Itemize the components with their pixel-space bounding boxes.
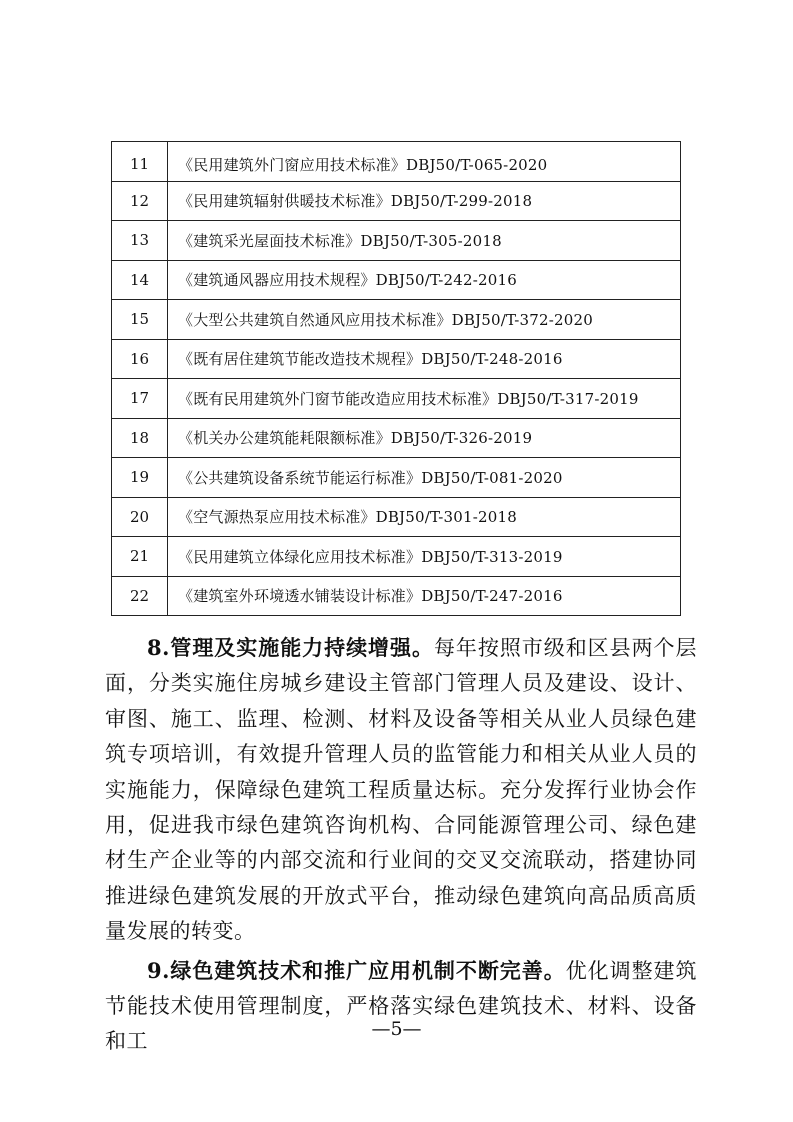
body-text xyxy=(105,630,697,1060)
standard-title: 《机关办公建筑能耗限额标准》DBJ50/T-326-2019 xyxy=(168,418,681,458)
standard-title: 《既有居住建筑节能改造技术规程》DBJ50/T-248-2016 xyxy=(168,339,681,379)
row-number: 17 xyxy=(112,379,168,419)
paragraph-text: 每年按照市级和区县两个层面，分类实施住房城乡建设主管部门管理人员及建设、设计、审图、施工、监理、检测、材料及设备等相关从业人员绿色建筑专项培训，有效提升管理人员的监管能力和相关从业人员的实施能力，保障绿色建筑工程质量达标。充分发挥行业协会作用，促进我市绿色建筑咨询机构、合同能源管理公司、绿色建材生产企业等的内部交流和行业间的交叉交流联动，搭建协同推进绿色建筑发展的开放式平台，推动绿色建筑向高品质高质量发展的转变。 xyxy=(105,636,698,944)
table-row xyxy=(112,379,681,419)
standard-title: 《建筑采光屋面技术标准》DBJ50/T-305-2018 xyxy=(168,221,681,261)
row-number: 11 xyxy=(112,142,168,182)
paragraph-text: 优化调整建筑节能技术使用管理制度，严格落实绿色建筑技术、材料、设备和工 xyxy=(105,958,698,1054)
paragraph-heading: 9.绿色建筑技术和推广应用机制不断完善。 xyxy=(147,957,566,983)
table-row xyxy=(112,221,681,261)
row-number: 16 xyxy=(112,339,168,379)
row-number: 15 xyxy=(112,300,168,340)
table-row xyxy=(112,300,681,340)
standard-title: 《建筑通风器应用技术规程》DBJ50/T-242-2016 xyxy=(168,260,681,300)
row-number: 18 xyxy=(112,418,168,458)
row-number: 21 xyxy=(112,537,168,577)
standard-title: 《大型公共建筑自然通风应用技术标准》DBJ50/T-372-2020 xyxy=(168,300,681,340)
page-number: —5— xyxy=(371,1018,422,1040)
standard-title: 《民用建筑立体绿化应用技术标准》DBJ50/T-313-2019 xyxy=(168,537,681,577)
paragraph-technology xyxy=(105,953,697,1060)
standards-table xyxy=(111,141,681,616)
standard-title: 《民用建筑辐射供暖技术标准》DBJ50/T-299-2018 xyxy=(168,181,681,221)
row-number: 12 xyxy=(112,181,168,221)
table-row xyxy=(112,537,681,577)
table-row xyxy=(112,181,681,221)
standard-title: 《建筑室外环境透水铺装设计标准》DBJ50/T-247-2016 xyxy=(168,576,681,616)
row-number: 14 xyxy=(112,260,168,300)
row-number: 19 xyxy=(112,458,168,498)
standard-title: 《公共建筑设备系统节能运行标准》DBJ50/T-081-2020 xyxy=(168,458,681,498)
table-row xyxy=(112,576,681,616)
table-row xyxy=(112,418,681,458)
table-row xyxy=(112,497,681,537)
table-row xyxy=(112,142,681,182)
table-row xyxy=(112,339,681,379)
row-number: 13 xyxy=(112,221,168,261)
standard-title: 《民用建筑外门窗应用技术标准》DBJ50/T-065-2020 xyxy=(168,142,681,182)
paragraph-heading: 8.管理及实施能力持续增强。 xyxy=(147,635,434,660)
row-number: 22 xyxy=(112,576,168,616)
table-row xyxy=(112,458,681,498)
standard-title: 《既有民用建筑外门窗节能改造应用技术标准》DBJ50/T-317-2019 xyxy=(168,379,681,419)
table-row xyxy=(112,260,681,300)
row-number: 20 xyxy=(112,497,168,537)
standard-title: 《空气源热泵应用技术标准》DBJ50/T-301-2018 xyxy=(168,497,681,537)
paragraph-management xyxy=(105,630,697,950)
